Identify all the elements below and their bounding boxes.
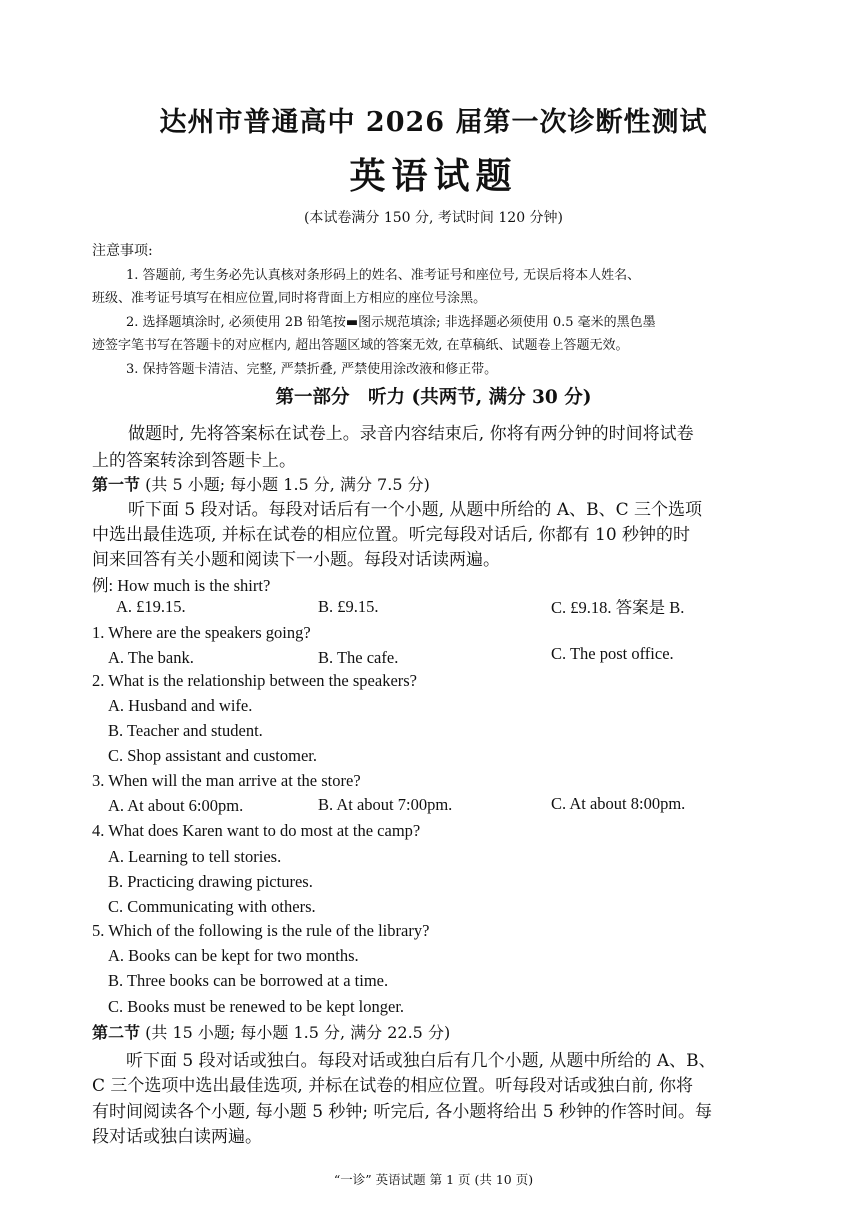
notice-item-2-line-2: 迹签字笔书写在答题卡的对应框内, 超出答题区域的答案无效, 在草稿纸、试题卷上答题无效。 <box>92 338 629 353</box>
section1-heading <box>92 472 430 495</box>
question-4: 4. What does Karen want to do most at the camp? <box>92 821 421 840</box>
section2-intro-line-4: 段对话或独白读两遍。 <box>92 1127 262 1147</box>
section2-intro-line-3: 有时间阅读各个小题, 每小题 5 秒钟; 听完后, 各小题将给出 5 秒钟的作答时间。每 <box>92 1102 712 1122</box>
section2-intro-line-1: 听下面 5 段对话或独白。每段对话或独白后有几个小题, 从题中所给的 A、B、 <box>126 1051 716 1071</box>
example-option-c <box>551 594 684 618</box>
question-2: 2. What is the relationship between the speakers? <box>92 671 418 690</box>
part1-intro-line-2: 上的答案转涂到答题卡上。 <box>92 451 296 471</box>
section2-info: (共 15 小题; 每小题 1.5 分, 满分 22.5 分) <box>145 1023 451 1042</box>
exam-title: 达州市普通高中 2026 届第一次诊断性测试 <box>159 107 708 138</box>
question-3-option-a: A. At about 6:00pm. <box>108 796 244 815</box>
example-option-b: B. £9.15. <box>318 597 379 616</box>
part1-intro-line-1: 做题时, 先将答案标在试卷上。录音内容结束后, 你将有两分钟的时间将试卷 <box>128 424 694 444</box>
section1-intro-line-2: 中选出最佳选项, 并标在试卷的相应位置。听完每段对话后, 你都有 10 秒钟的时 <box>92 525 691 545</box>
notice-item-1-line-2: 班级、准考证号填写在相应位置,同时将背面上方相应的座位号涂黑。 <box>92 291 487 306</box>
subject-title: 英语试题 <box>349 155 518 197</box>
notice-item-1-line-1: 1. 答题前, 考生务必先认真核对条形码上的姓名、准考证号和座位号, 无误后将本人姓名、 <box>126 268 641 283</box>
question-1-option-c: C. The post office. <box>551 644 674 663</box>
section1-info: (共 5 小题; 每小题 1.5 分, 满分 7.5 分) <box>145 475 430 494</box>
question-4-option-b: B. Practicing drawing pictures. <box>108 872 313 891</box>
notice-heading: 注意事项: <box>92 243 153 259</box>
question-5-option-b: B. Three books can be borrowed at a time. <box>108 971 389 990</box>
section1-label: 第一节 <box>92 475 141 494</box>
question-2-option-c: C. Shop assistant and customer. <box>108 746 317 765</box>
question-2-option-a: A. Husband and wife. <box>108 696 253 715</box>
question-5-option-a: A. Books can be kept for two months. <box>108 946 359 965</box>
exam-info: (本试卷满分 150 分, 考试时间 120 分钟) <box>303 210 564 226</box>
question-4-option-a: A. Learning to tell stories. <box>108 847 282 866</box>
example-option-c-text: C. £9.18. <box>551 598 612 617</box>
example-answer: 答案是 B. <box>615 598 685 617</box>
notice-item-3: 3. 保持答题卡清洁、完整, 严禁折叠, 严禁使用涂改液和修正带。 <box>126 362 498 377</box>
example-option-a: A. £19.15. <box>116 597 186 616</box>
question-5-option-c: C. Books must be renewed to be kept longer. <box>108 997 405 1016</box>
notice-item-2-line-1: 2. 选择题填涂时, 必须使用 2B 铅笔按▬图示规范填涂; 非选择题必须使用 0.5 毫米的黑色墨 <box>126 315 656 330</box>
section2-label: 第二节 <box>92 1023 141 1042</box>
question-3: 3. When will the man arrive at the store? <box>92 771 361 790</box>
question-1: 1. Where are the speakers going? <box>92 623 311 642</box>
question-3-option-b: B. At about 7:00pm. <box>318 795 453 814</box>
question-1-option-a: A. The bank. <box>108 648 194 667</box>
question-2-option-b: B. Teacher and student. <box>108 721 263 740</box>
page-footer: “一诊” 英语试题 第 1 页 (共 10 页) <box>333 1172 534 1187</box>
question-1-option-b: B. The cafe. <box>318 648 399 667</box>
section1-intro-line-3: 间来回答有关小题和阅读下一小题。每段对话读两遍。 <box>92 550 500 570</box>
section1-intro-line-1: 听下面 5 段对话。每段对话后有一个小题, 从题中所给的 A、B、C 三个选项 <box>128 500 703 520</box>
question-4-option-c: C. Communicating with others. <box>108 897 316 916</box>
part1-title: 第一部分 听力 (共两节, 满分 30 分) <box>275 387 592 408</box>
section2-intro-line-2: C 三个选项中选出最佳选项, 并标在试卷的相应位置。听每段对话或独白前, 你将 <box>92 1076 694 1096</box>
example-question: 例: How much is the shirt? <box>92 576 271 595</box>
question-3-option-c: C. At about 8:00pm. <box>551 794 686 813</box>
section2-heading <box>92 1020 450 1043</box>
question-5: 5. Which of the following is the rule of the library? <box>92 921 430 940</box>
